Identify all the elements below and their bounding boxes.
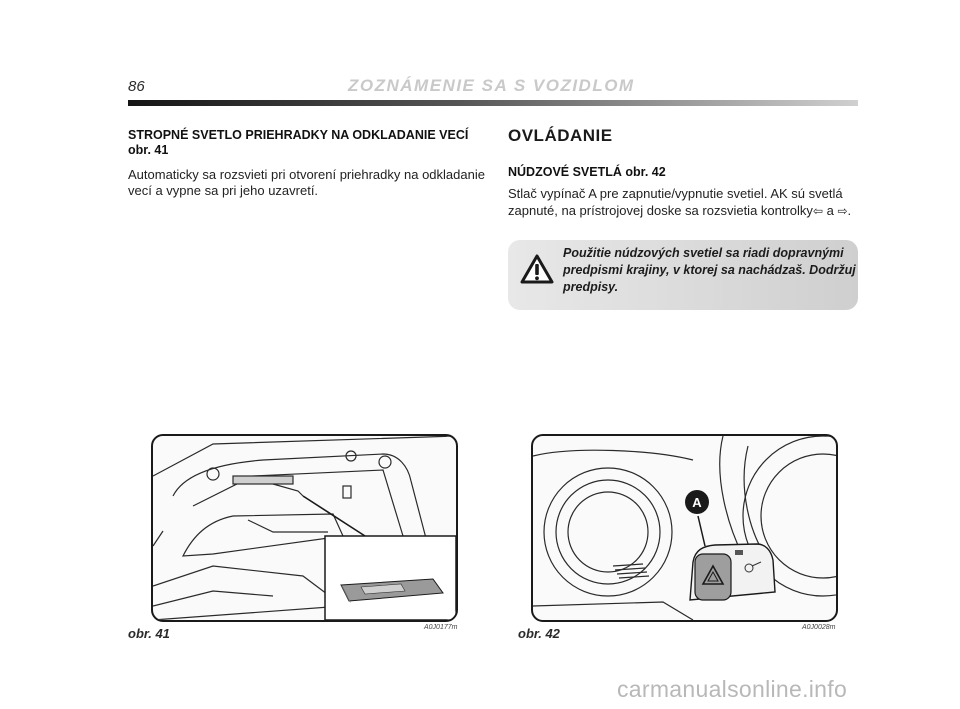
section-heading-glovebox-light: STROPNÉ SVETLO PRIEHRADKY NA ODKLADANIE VECÍ: [128, 128, 469, 142]
warning-triangle-icon: [520, 254, 554, 284]
body-text-line: Automaticky sa rozsvieti pri otvorení priehradky na odkladanie: [128, 167, 485, 182]
glovebox-drawing: [153, 436, 456, 620]
left-turn-arrow-icon: ⇦: [812, 204, 823, 218]
section-heading-hazard-lights: NÚDZOVÉ SVETLÁ obr. 42: [508, 165, 666, 179]
section-title-controls: OVLÁDANIE: [508, 126, 613, 145]
warning-text-line: predpisy.: [563, 280, 619, 294]
figure-glovebox-illustration: [151, 434, 458, 622]
header-rule: [128, 100, 858, 106]
figure-caption: obr. 42: [518, 626, 560, 641]
figure-code: A0J0177m: [424, 624, 458, 631]
body-text-line: vecí a vypne sa pri jeho uzavretí.: [128, 183, 319, 198]
body-text-fragment: zapnuté, na prístrojovej doske sa rozsvietia kontrolky: [508, 203, 813, 218]
figure-caption: obr. 41: [128, 626, 170, 641]
right-turn-arrow-icon: ⇨: [837, 204, 848, 218]
figure-code: A0J0028m: [802, 624, 836, 631]
body-text-conjunction: a: [823, 203, 838, 218]
watermark: carmanualsonline.info: [617, 676, 848, 702]
figure-hazard-switch-illustration: [531, 434, 838, 622]
running-head: ZOZNÁMENIE SA S VOZIDLOM: [348, 76, 635, 95]
hazard-switch-drawing: [533, 436, 836, 620]
section-heading-figure-ref: obr. 41: [128, 143, 169, 157]
body-text-line: Stlač vypínač A pre zapnutie/vypnutie svetiel. AK sú svetlá: [508, 186, 843, 201]
body-text-line: [508, 203, 851, 219]
body-text-period: .: [847, 203, 852, 218]
callout-a-label: A: [692, 495, 702, 510]
warning-text-line: Použitie núdzových svetiel sa riadi dopravnými: [563, 246, 844, 260]
page-number: 86: [128, 78, 145, 95]
warning-text-line: predpismi krajiny, v ktorej sa nachádzaš. Dodržuj: [563, 263, 856, 277]
